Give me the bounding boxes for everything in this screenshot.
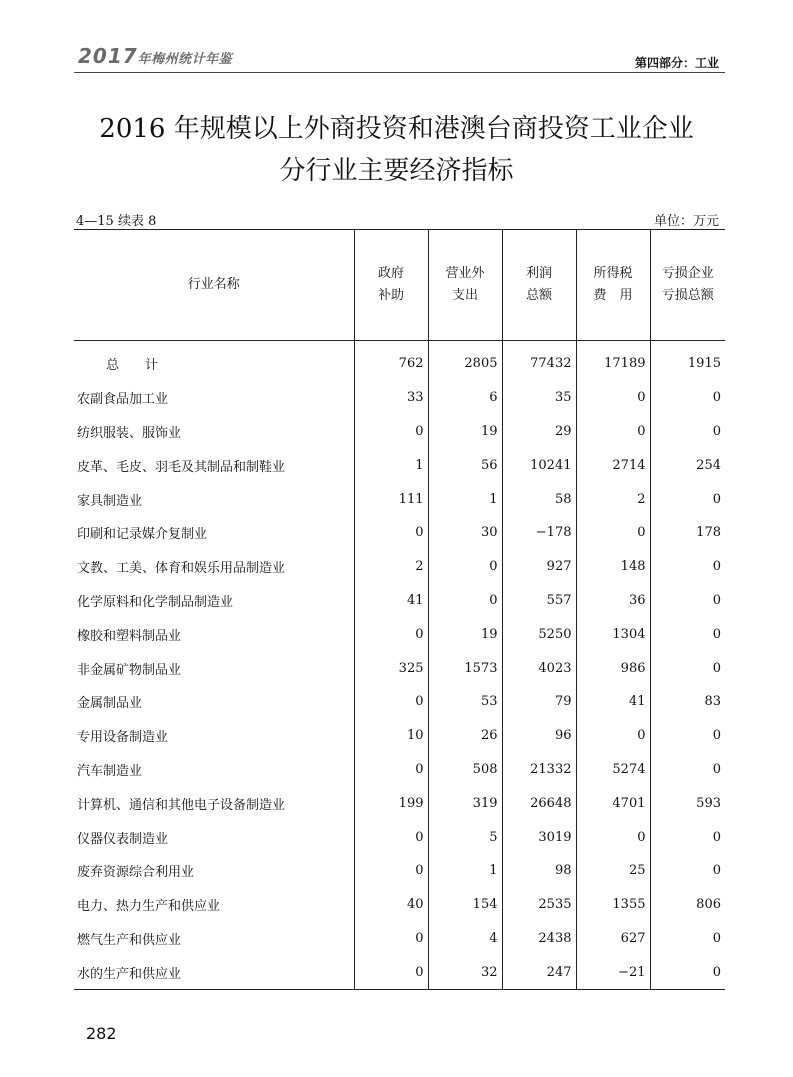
value-cell: 32 [428, 955, 502, 989]
value-cell: 77432 [502, 341, 576, 381]
value-cell: 0 [354, 955, 428, 989]
yearbook-year: 2017 [78, 44, 138, 68]
unit-label: 单位：万元 [653, 214, 719, 229]
value-cell: 35 [502, 381, 576, 415]
value-cell: 36 [576, 584, 650, 618]
table-row [74, 617, 725, 651]
value-cell: 199 [354, 786, 428, 820]
value-cell: 806 [650, 888, 725, 922]
value-cell: 17189 [576, 341, 650, 381]
value-cell: 40 [354, 888, 428, 922]
value-cell: 557 [502, 584, 576, 618]
value-cell: 4023 [502, 651, 576, 685]
table-row-total [74, 341, 725, 381]
value-cell: 0 [576, 381, 650, 415]
table-row [74, 922, 725, 956]
value-cell: 1573 [428, 651, 502, 685]
page-number: 282 [86, 1024, 117, 1043]
value-cell: 3019 [502, 820, 576, 854]
table-row [74, 820, 725, 854]
value-cell: 0 [650, 415, 725, 449]
value-cell: 2714 [576, 448, 650, 482]
value-cell: 79 [502, 685, 576, 719]
col-header-name: 行业名称 [74, 230, 354, 341]
industry-name: 汽车制造业 [77, 763, 143, 779]
value-cell: 6 [428, 381, 502, 415]
value-cell: 5 [428, 820, 502, 854]
value-cell: 4701 [576, 786, 650, 820]
value-cell: 2535 [502, 888, 576, 922]
industry-name: 水的生产和供应业 [74, 955, 354, 989]
section-label: 第四部分：工业 [634, 56, 719, 70]
value-cell: 0 [354, 415, 428, 449]
value-cell: 1355 [576, 888, 650, 922]
value-cell: 0 [354, 820, 428, 854]
title-line-1: 2016 年规模以上外商投资和港澳台商投资工业企业 [99, 114, 694, 144]
indicator-table [74, 229, 725, 990]
value-cell: 29 [502, 415, 576, 449]
col-header-loss-total: 亏损企业 亏损总额 [650, 230, 725, 341]
industry-name: 印刷和记录媒介复制业 [77, 527, 208, 543]
value-cell: 111 [354, 482, 428, 516]
table-row [74, 482, 725, 516]
industry-name: 电力、热力生产和供应业 [77, 899, 221, 915]
value-cell: 83 [650, 685, 725, 719]
value-cell: 0 [576, 415, 650, 449]
value-cell: 26 [428, 719, 502, 753]
value-cell: 4 [428, 922, 502, 956]
value-cell: 0 [576, 820, 650, 854]
table-row [74, 753, 725, 787]
value-cell: 33 [354, 381, 428, 415]
table-row [74, 448, 725, 482]
value-cell: 0 [576, 719, 650, 753]
value-cell: 58 [502, 482, 576, 516]
value-cell: 2805 [428, 341, 502, 381]
table-row [74, 786, 725, 820]
value-cell: 19 [428, 617, 502, 651]
value-cell: 154 [428, 888, 502, 922]
value-cell: 0 [354, 753, 428, 787]
col-header-subsidy: 政府 补助 [354, 230, 428, 341]
value-cell: 2 [576, 482, 650, 516]
header-divider [74, 72, 725, 73]
value-cell: 1 [428, 854, 502, 888]
value-cell: 319 [428, 786, 502, 820]
industry-name: 总 计 [106, 358, 159, 374]
value-cell: 41 [576, 685, 650, 719]
table-header-row [74, 230, 725, 341]
industry-name: 农副食品加工业 [77, 392, 169, 408]
yearbook-header [78, 44, 232, 68]
value-cell: 627 [576, 922, 650, 956]
value-cell: 1 [354, 448, 428, 482]
value-cell: 762 [354, 341, 428, 381]
value-cell: 0 [354, 617, 428, 651]
industry-name: 仪器仪表制造业 [77, 831, 169, 847]
value-cell: 0 [354, 516, 428, 550]
value-cell: 98 [502, 854, 576, 888]
value-cell: 0 [354, 685, 428, 719]
industry-name: 专用设备制造业 [77, 730, 169, 746]
industry-name: 化学原料和化学制品制造业 [77, 594, 234, 610]
value-cell: 10 [354, 719, 428, 753]
value-cell: 0 [650, 482, 725, 516]
value-cell: 986 [576, 651, 650, 685]
col-header-nonoperating-expense: 营业外 支出 [428, 230, 502, 341]
value-cell: −178 [502, 516, 576, 550]
industry-name: 橡胶和塑料制品业 [77, 628, 182, 644]
value-cell: 41 [354, 584, 428, 618]
value-cell: 2438 [502, 922, 576, 956]
value-cell: 0 [650, 922, 725, 956]
table-row [74, 381, 725, 415]
value-cell: 0 [576, 516, 650, 550]
col-header-total-profit: 利润 总额 [502, 230, 576, 341]
table-row [74, 550, 725, 584]
value-cell: 5274 [576, 753, 650, 787]
table-row [74, 516, 725, 550]
value-cell: 325 [354, 651, 428, 685]
industry-name: 燃气生产和供应业 [77, 932, 182, 948]
value-cell: 0 [650, 550, 725, 584]
value-cell: 254 [650, 448, 725, 482]
value-cell: 2 [354, 550, 428, 584]
value-cell: 0 [428, 550, 502, 584]
table-row [74, 685, 725, 719]
table-row [74, 888, 725, 922]
table-row [74, 854, 725, 888]
value-cell: 0 [650, 381, 725, 415]
value-cell: 0 [650, 651, 725, 685]
value-cell: 10241 [502, 448, 576, 482]
table-row [74, 651, 725, 685]
value-cell: 1 [428, 482, 502, 516]
page-title [0, 108, 793, 192]
value-cell: 0 [650, 955, 725, 989]
value-cell: 96 [502, 719, 576, 753]
industry-name: 家具制造业 [77, 493, 143, 509]
value-cell: 56 [428, 448, 502, 482]
industry-name: 废弃资源综合利用业 [77, 865, 195, 881]
value-cell: −21 [576, 955, 650, 989]
value-cell: 0 [354, 854, 428, 888]
yearbook-name: 年梅州统计年鉴 [137, 52, 233, 67]
value-cell: 53 [428, 685, 502, 719]
value-cell: 148 [576, 550, 650, 584]
value-cell: 0 [650, 854, 725, 888]
industry-name: 文教、工美、体育和娱乐用品制造业 [77, 561, 286, 577]
value-cell: 0 [650, 719, 725, 753]
value-cell: 0 [428, 584, 502, 618]
industry-name: 金属制品业 [77, 696, 143, 712]
industry-name: 计算机、通信和其他电子设备制造业 [77, 797, 286, 813]
value-cell: 0 [650, 820, 725, 854]
value-cell: 508 [428, 753, 502, 787]
value-cell: 30 [428, 516, 502, 550]
table-row [74, 584, 725, 618]
value-cell: 25 [576, 854, 650, 888]
value-cell: 5250 [502, 617, 576, 651]
value-cell: 0 [354, 922, 428, 956]
value-cell: 927 [502, 550, 576, 584]
value-cell: 26648 [502, 786, 576, 820]
table-row [74, 415, 725, 449]
value-cell: 178 [650, 516, 725, 550]
industry-name: 纺织服装、服饰业 [77, 425, 182, 441]
value-cell: 0 [650, 753, 725, 787]
value-cell: 21332 [502, 753, 576, 787]
table-row [74, 955, 725, 989]
value-cell: 0 [650, 584, 725, 618]
industry-name: 皮革、毛皮、羽毛及其制品和制鞋业 [77, 459, 286, 475]
industry-name: 非金属矿物制品业 [77, 662, 182, 678]
value-cell: 0 [650, 617, 725, 651]
value-cell: 19 [428, 415, 502, 449]
value-cell: 1304 [576, 617, 650, 651]
title-line-2: 分行业主要经济指标 [279, 156, 514, 186]
col-header-income-tax: 所得税 费 用 [576, 230, 650, 341]
value-cell: 1915 [650, 341, 725, 381]
table-row [74, 719, 725, 753]
value-cell: 593 [650, 786, 725, 820]
value-cell: 247 [502, 955, 576, 989]
table-id: 4—15 续表 8 [76, 214, 157, 229]
